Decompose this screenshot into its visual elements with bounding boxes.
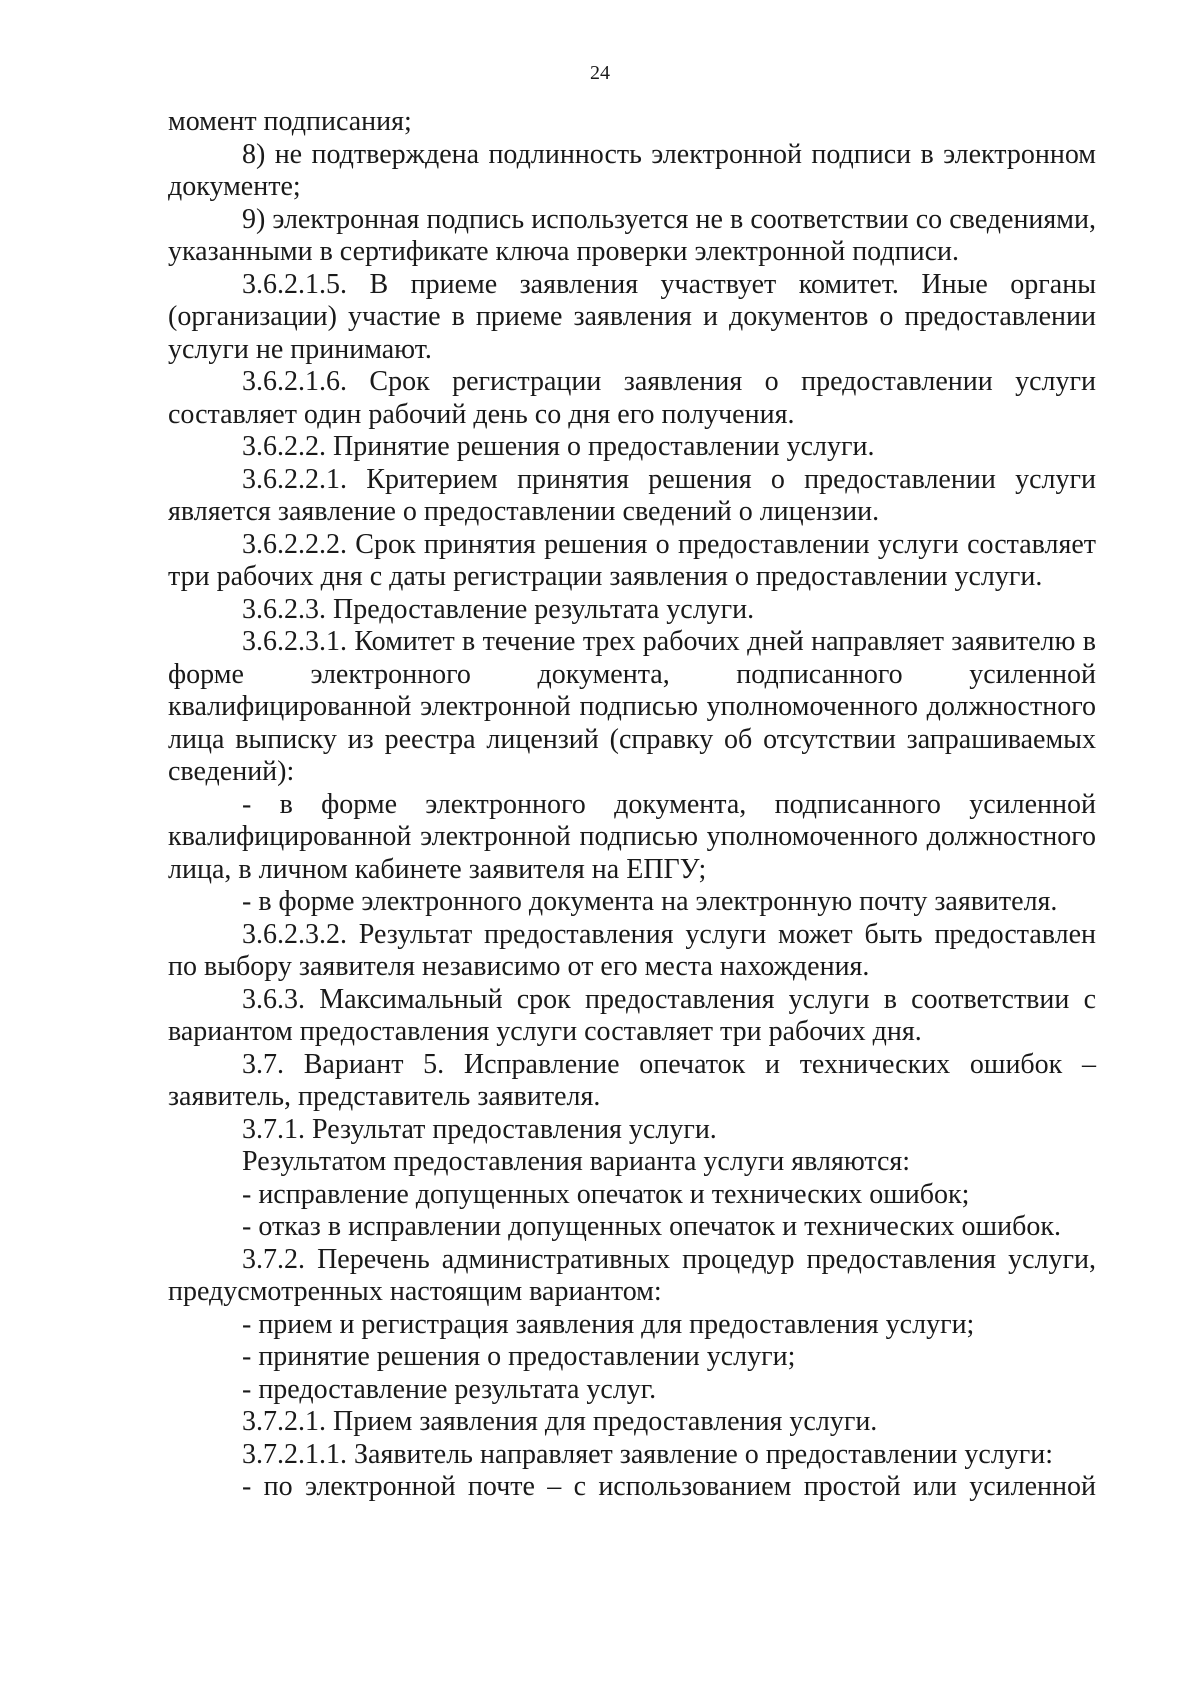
- paragraph: - по электронной почте – с использованием простой или усиленной: [242, 1471, 1096, 1502]
- paragraph: - отказ в исправлении допущенных опечаток и технических ошибок.: [242, 1211, 1061, 1242]
- paragraph: 3.6.3. Максимальный срок предоставления услуги в соответствии с вариантом предоставления услуги составляет три рабочих дня.: [168, 983, 1096, 1047]
- document-body: [168, 106, 1096, 1504]
- paragraph: 3.6.2.3.2. Результат предоставления услуги может быть предоставлен по выбору заявителя независимо от его места нахождения.: [168, 918, 1096, 982]
- paragraph: 3.7.2.1. Прием заявления для предоставления услуги.: [242, 1406, 878, 1437]
- paragraph: - прием и регистрация заявления для предоставления услуги;: [242, 1308, 975, 1340]
- paragraph: 3.6.2.2.1. Критерием принятия решения о предоставлении услуги является заявление о предоставлении сведений о лицензии.: [168, 463, 1096, 527]
- paragraph: 3.6.2.3. Предоставление результата услуги.: [242, 593, 755, 625]
- paragraph: - принятие решения о предоставлении услуги;: [242, 1341, 796, 1372]
- paragraph: 3.6.2.3.1. Комитет в течение трех рабочих дней направляет заявителю в форме электронного документа, подписанного усиленной квалифицированной электронной подписью уполномоченного должностного лица выписку из реестра лицензий (справку об отсутствии запрашиваемых сведений):: [168, 626, 1096, 787]
- paragraph: - предоставление результата услуг.: [242, 1373, 657, 1405]
- paragraph: 3.7.1. Результат предоставления услуги.: [242, 1113, 717, 1145]
- paragraph: 3.7. Вариант 5. Исправление опечаток и технических ошибок – заявитель, представитель заявителя.: [168, 1048, 1096, 1112]
- paragraph: - в форме электронного документа, подписанного усиленной квалифицированной электронной подписью уполномоченного должностного лица, в личном кабинете заявителя на ЕПГУ;: [168, 788, 1096, 885]
- paragraph: 8) не подтверждена подлинность электронной подписи в электронном документе;: [168, 138, 1096, 202]
- paragraph: 3.6.2.2. Принятие решения о предоставлении услуги.: [242, 431, 875, 462]
- paragraph: 3.6.2.1.5. В приеме заявления участвует комитет. Иные органы (организации) участие в приеме заявления и документов о предоставлении услуги не принимают.: [168, 268, 1096, 365]
- paragraph: 3.7.2.1.1. Заявитель направляет заявление о предоставлении услуги:: [242, 1438, 1054, 1470]
- paragraph: момент подписания;: [168, 106, 412, 137]
- paragraph: - исправление допущенных опечаток и технических ошибок;: [242, 1178, 970, 1210]
- paragraph: Результатом предоставления варианта услуги являются:: [242, 1146, 911, 1177]
- paragraph: 9) электронная подпись используется не в соответствии со сведениями, указанными в сертификате ключа проверки электронной подписи.: [168, 203, 1096, 267]
- paragraph: - в форме электронного документа на электронную почту заявителя.: [242, 886, 1058, 917]
- paragraph: 3.7.2. Перечень административных процедур предоставления услуги, предусмотренных настоящим вариантом:: [168, 1243, 1096, 1307]
- page-number: 24: [590, 62, 610, 84]
- paragraph: 3.6.2.1.6. Срок регистрации заявления о предоставлении услуги составляет один рабочий день со дня его получения.: [168, 366, 1096, 430]
- paragraph: 3.6.2.2.2. Срок принятия решения о предоставлении услуги составляет три рабочих дня с даты регистрации заявления о предоставлении услуги.: [168, 528, 1096, 592]
